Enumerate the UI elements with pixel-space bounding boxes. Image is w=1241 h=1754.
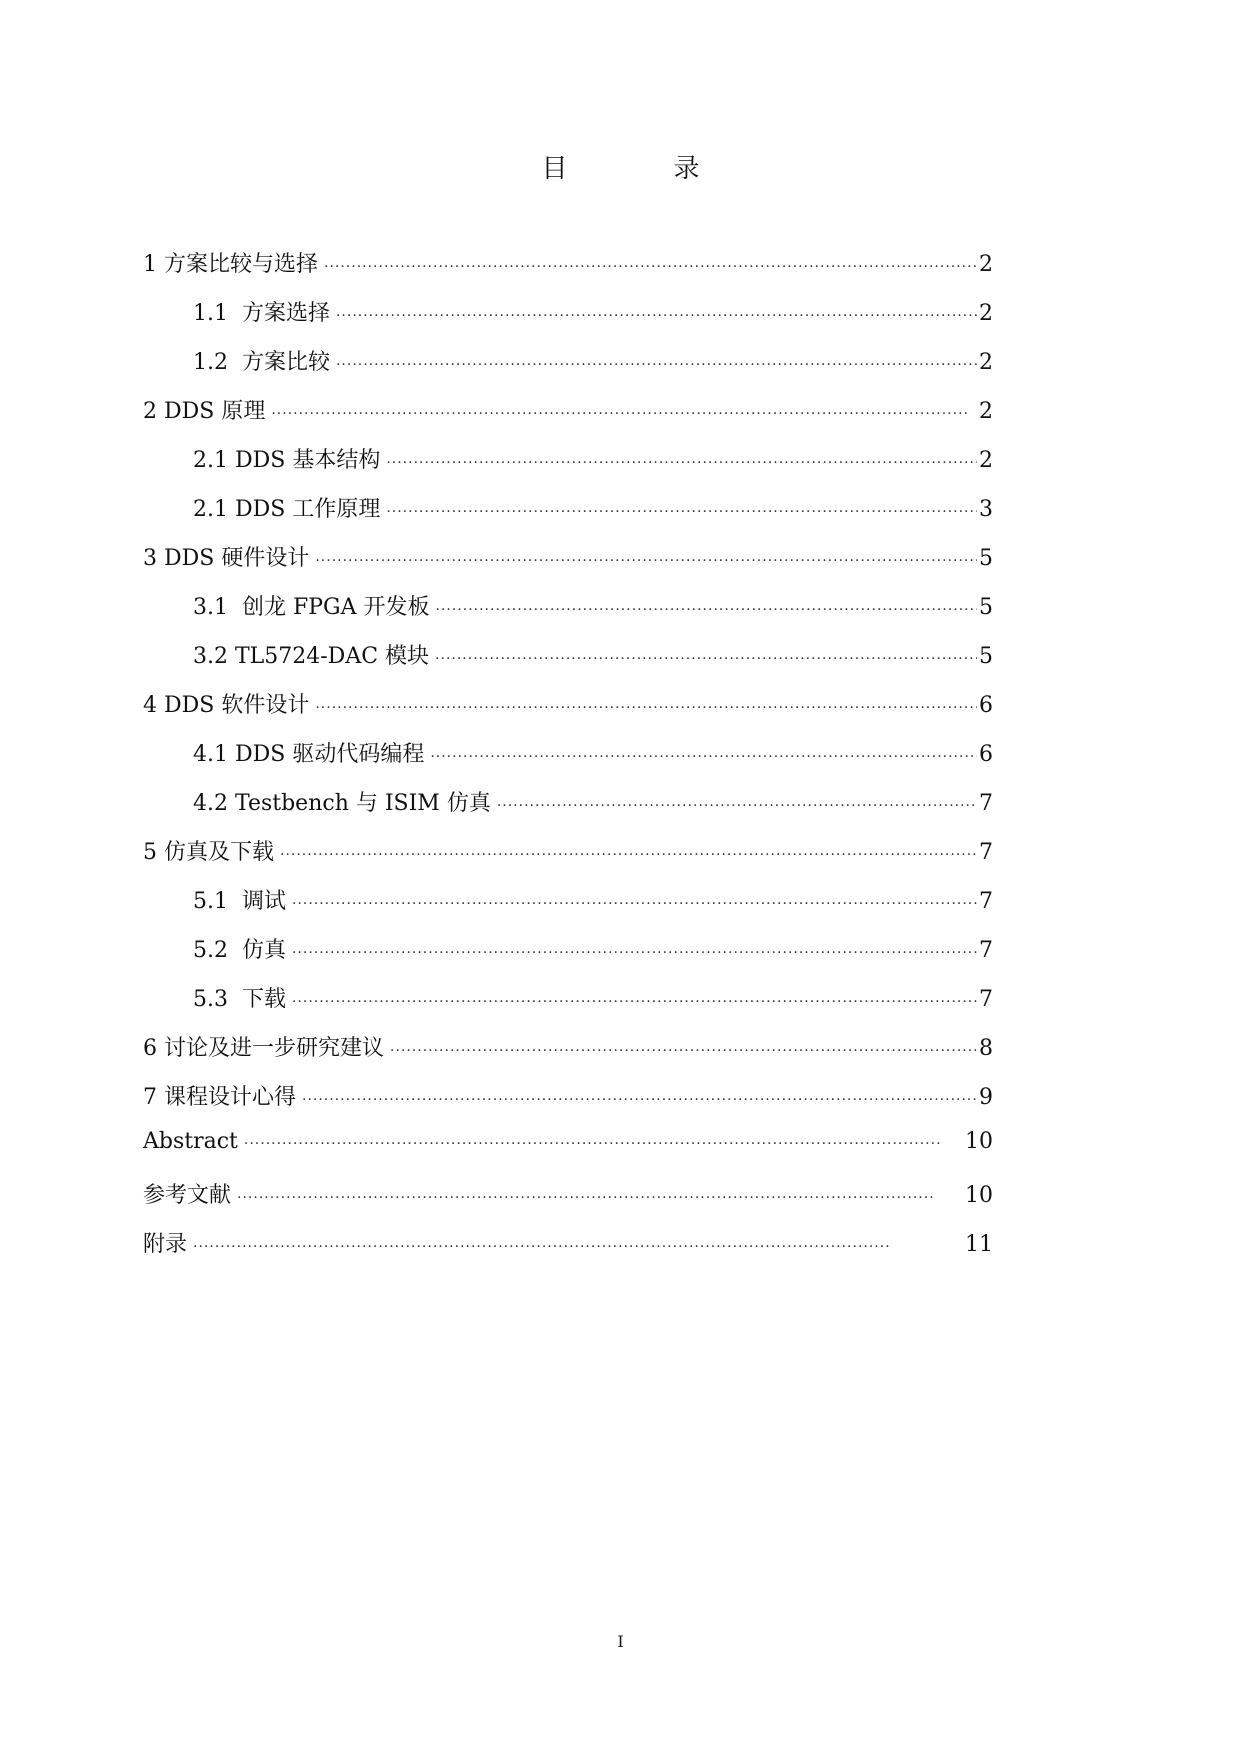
toc-entry-page: 10 xyxy=(965,1129,993,1154)
toc-entry-label: 5.2 仿真 xyxy=(193,938,286,963)
toc-entry-page: 5 xyxy=(979,595,993,620)
toc-entry-label: 7 课程设计心得 xyxy=(143,1085,296,1110)
toc-entry-label: 4.1 DDS 驱动代码编程 xyxy=(193,742,425,767)
dot-leader xyxy=(324,252,977,277)
toc-entry[interactable] xyxy=(143,394,993,443)
dot-leader xyxy=(292,938,977,963)
toc-entry-page: 9 xyxy=(979,1085,993,1110)
toc-entry[interactable] xyxy=(143,247,993,296)
toc-entry-page: 7 xyxy=(979,791,993,816)
toc-entry-page: 5 xyxy=(979,546,993,571)
toc-entry-page: 5 xyxy=(979,644,993,669)
dot-leader xyxy=(315,693,977,718)
toc-entry-label: 1.1 方案选择 xyxy=(193,301,330,326)
toc-entry[interactable] xyxy=(143,835,993,884)
toc-entry-label: 5.3 下载 xyxy=(193,987,286,1012)
toc-entry-label: 4 DDS 软件设计 xyxy=(143,693,310,718)
toc-entry[interactable] xyxy=(143,1080,993,1129)
toc-entry-page: 2 xyxy=(979,399,993,424)
dot-leader xyxy=(430,742,977,767)
toc-entry[interactable] xyxy=(143,345,993,394)
toc-entry[interactable] xyxy=(143,1129,993,1178)
dot-leader xyxy=(336,301,977,326)
toc-entry[interactable] xyxy=(143,786,993,835)
dot-leader xyxy=(271,399,977,424)
toc-entry-page: 7 xyxy=(979,938,993,963)
toc-entry-page: 7 xyxy=(979,889,993,914)
toc-entry[interactable] xyxy=(143,541,993,590)
toc-entry-label: 3 DDS 硬件设计 xyxy=(143,546,310,571)
page-number: I xyxy=(617,1632,624,1651)
dot-leader xyxy=(336,350,977,375)
toc-title: 目 录 xyxy=(541,154,740,184)
dot-leader xyxy=(193,1232,963,1257)
toc-entry-label: 参考文献 xyxy=(143,1183,232,1208)
toc-entry-page: 6 xyxy=(979,693,993,718)
toc-entry[interactable] xyxy=(143,1031,993,1080)
dot-leader xyxy=(315,546,977,571)
toc-entry[interactable] xyxy=(143,639,993,688)
toc-entry[interactable] xyxy=(143,1227,993,1276)
toc-entry-label: 3.2 TL5724-DAC 模块 xyxy=(193,644,430,669)
toc-entry-page: 10 xyxy=(965,1183,993,1208)
toc-entry-page: 8 xyxy=(979,1036,993,1061)
toc-entry-label: 6 讨论及进一步研究建议 xyxy=(143,1036,384,1061)
dot-leader xyxy=(386,448,977,473)
toc-entry[interactable] xyxy=(143,443,993,492)
toc-entry-page: 7 xyxy=(979,987,993,1012)
toc-entry-label: 5 仿真及下载 xyxy=(143,840,274,865)
toc-entry-page: 7 xyxy=(979,840,993,865)
toc-entry-label: Abstract xyxy=(143,1129,238,1154)
dot-leader xyxy=(435,644,977,669)
toc-entry-page: 2 xyxy=(979,350,993,375)
dot-leader xyxy=(280,840,977,865)
dot-leader xyxy=(497,791,977,816)
dot-leader xyxy=(302,1085,977,1110)
toc-entry-page: 6 xyxy=(979,742,993,767)
toc-entry-label: 3.1 创龙 FPGA 开发板 xyxy=(193,595,430,620)
toc-entry-page: 2 xyxy=(979,252,993,277)
toc-entry[interactable] xyxy=(143,884,993,933)
table-of-contents xyxy=(143,247,993,1276)
toc-entry[interactable] xyxy=(143,688,993,737)
dot-leader xyxy=(386,497,977,522)
toc-entry-label: 2.1 DDS 工作原理 xyxy=(193,497,381,522)
dot-leader xyxy=(390,1036,977,1061)
toc-entry[interactable] xyxy=(143,296,993,345)
toc-entry-page: 3 xyxy=(979,497,993,522)
dot-leader xyxy=(292,889,977,914)
toc-entry[interactable] xyxy=(143,1178,993,1227)
dot-leader xyxy=(436,595,978,620)
dot-leader xyxy=(237,1183,963,1208)
toc-entry[interactable] xyxy=(143,982,993,1031)
toc-entry-label: 2 DDS 原理 xyxy=(143,399,266,424)
toc-entry-label: 附录 xyxy=(143,1232,188,1257)
toc-entry-page: 11 xyxy=(965,1232,993,1257)
toc-entry[interactable] xyxy=(143,933,993,982)
toc-entry-label: 2.1 DDS 基本结构 xyxy=(193,448,381,473)
toc-entry[interactable] xyxy=(143,590,993,639)
toc-entry-page: 2 xyxy=(979,448,993,473)
dot-leader xyxy=(292,987,977,1012)
dot-leader xyxy=(244,1129,963,1154)
toc-entry-label: 1 方案比较与选择 xyxy=(143,252,318,277)
toc-entry-label: 1.2 方案比较 xyxy=(193,350,330,375)
toc-entry-label: 4.2 Testbench 与 ISIM 仿真 xyxy=(193,791,491,816)
toc-entry[interactable] xyxy=(143,492,993,541)
toc-entry-label: 5.1 调试 xyxy=(193,889,286,914)
toc-entry-page: 2 xyxy=(979,301,993,326)
toc-entry[interactable] xyxy=(143,737,993,786)
